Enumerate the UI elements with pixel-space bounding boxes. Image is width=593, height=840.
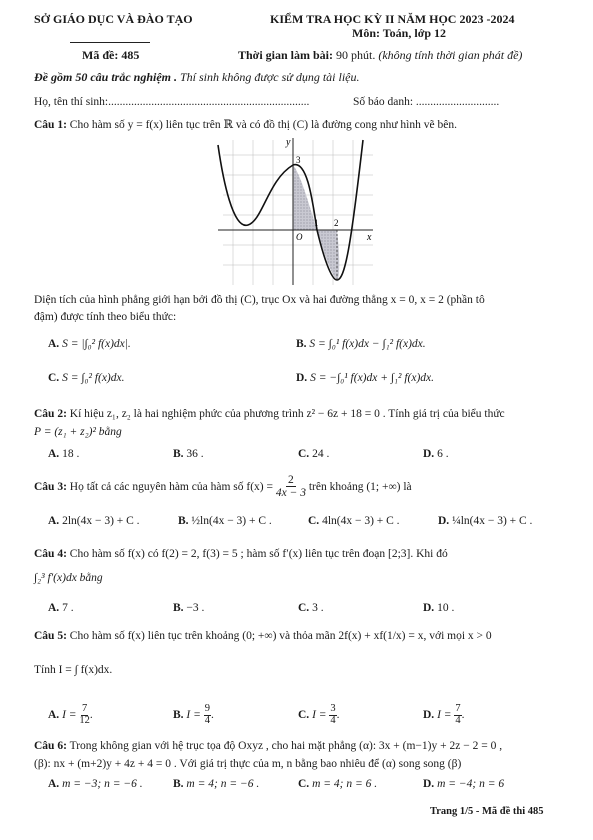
question-2-label: Câu 2: (34, 408, 67, 420)
q4-option-d-text: 10 . (437, 602, 455, 614)
q4-option-c-letter: C. (298, 602, 310, 614)
question-5 (34, 630, 492, 642)
q5-option-a-letter: A. (48, 709, 60, 721)
question-4 (34, 548, 448, 560)
q4-option-a-letter: A. (48, 602, 60, 614)
time-note: (không tính thời gian phát đề) (378, 48, 523, 62)
q6-option-b[interactable] (173, 778, 298, 790)
q5-option-d-letter: D. (423, 709, 435, 721)
q2-option-b-letter: B. (173, 448, 184, 460)
q1-option-c[interactable] (48, 372, 124, 384)
q5-option-d-den: 4 (455, 714, 461, 726)
question-2-text: Kí hiệu z₁, z₂ là hai nghiệm phức của phương trình z² − 6z + 18 = 0 . Tính giá trị của biểu thức (69, 408, 505, 420)
question-6-text-2: (β): nx + (m+2)y + 4z + 4 = 0 . Với giá trị thực của m, n bằng bao nhiêu để (α) song song (β) (34, 758, 462, 770)
q3-option-d[interactable] (438, 515, 568, 527)
q5-option-d[interactable]: D. I = $\frac{7}{4}$ . (423, 703, 465, 726)
q5-option-c[interactable]: C. I = $\frac{3}{4}$ . (298, 703, 340, 726)
q1-option-c-text: S = ∫₀² f(x)dx. (62, 372, 125, 384)
q5-option-c-letter: C. (298, 709, 310, 721)
question-2 (34, 408, 505, 420)
q2-option-c-text: 24 . (312, 448, 330, 460)
q3-option-a[interactable] (48, 515, 178, 527)
question-5-label: Câu 5: (34, 630, 67, 642)
q3-option-a-letter: A. (48, 515, 60, 527)
question-3-text-a: Họ tất cả các nguyên hàm của hàm số f(x) = (69, 480, 273, 493)
q2-option-d-letter: D. (423, 448, 435, 460)
q2-option-c-letter: C. (298, 448, 310, 460)
q1-option-c-letter: C. (48, 372, 60, 384)
question-2-text-2: P = (z₁ + z₂)² bằng (34, 426, 122, 438)
q6-option-d[interactable] (423, 778, 548, 790)
q3-option-d-letter: D. (438, 515, 450, 527)
q6-option-c[interactable] (298, 778, 423, 790)
page-footer: Trang 1/5 - Mã đề thi 485 (430, 806, 544, 817)
time-value: 90 phút. (336, 48, 376, 62)
q2-option-d-text: 6 . (437, 448, 449, 460)
q5-option-c-fraction (329, 704, 336, 726)
q1-option-a[interactable] (48, 338, 131, 350)
q3-option-c-text: 4ln(4x − 3) + C . (322, 515, 400, 527)
q3-options (48, 515, 578, 527)
time-line (238, 48, 522, 63)
question-6-text: Trong không gian với hệ trục tọa độ Oxyz , cho hai mặt phẳng (α): 3x + (m−1)y + 2z − 2 = 0 , (69, 740, 503, 752)
q4-option-c[interactable] (298, 602, 423, 614)
exam-note-bold: Đề gồm 50 câu trắc nghiệm . (34, 70, 177, 84)
q4-option-b-letter: B. (173, 602, 184, 614)
q3-fraction-num: 2 (288, 474, 294, 486)
q5-option-c-num: 3 (330, 703, 336, 714)
q3-fraction (276, 474, 306, 499)
q4-option-a-text: 7 . (62, 602, 74, 614)
q6-options (48, 778, 578, 790)
q2-options (48, 448, 568, 460)
y-axis-label: y (286, 137, 291, 148)
q4-option-d[interactable] (423, 602, 548, 614)
department-name: SỞ GIÁO DỤC VÀ ĐÀO TẠO (34, 12, 193, 26)
question-3-text-b: trên khoảng (1; +∞) là (308, 480, 412, 493)
tick-label-3: 3 (296, 155, 301, 165)
q1-option-d-letter: D. (296, 372, 308, 384)
q1-option-a-letter: A. (48, 338, 60, 350)
q5-option-d-num: 7 (455, 703, 461, 714)
q1-option-b-text: S = ∫₀¹ f(x)dx − ∫₁² f(x)dx. (309, 338, 426, 350)
question-1-label: Câu 1: (34, 119, 67, 131)
q6-option-c-letter: C. (298, 778, 310, 790)
q3-option-c-letter: C. (308, 515, 320, 527)
q5-option-d-fraction (454, 704, 461, 726)
q3-option-b-text: ½ln(4x − 3) + C . (191, 515, 272, 527)
subject-line: Môn: Toán, lớp 12 (352, 26, 447, 40)
q6-option-a[interactable] (48, 778, 173, 790)
q5-options (48, 704, 568, 726)
q6-option-a-letter: A. (48, 778, 60, 790)
question-1 (34, 117, 457, 131)
q5-option-a-den: 12 (79, 714, 90, 726)
question-1-text-2: Diện tích của hình phẳng giới hạn bởi đồ thị (C), trục Ox và hai đường thẳng x = 0, x = 2 (phần tô (34, 294, 485, 306)
question-1-text-3: đậm) được tính theo biểu thức: (34, 311, 177, 323)
q5-option-a-fraction (79, 704, 90, 726)
header-underline (70, 42, 150, 43)
q5-option-b[interactable]: B. I = $\frac{9}{4}$ . (173, 703, 214, 726)
q6-option-d-letter: D. (423, 778, 435, 790)
q3-option-b-letter: B. (178, 515, 189, 527)
candidate-number-line: Số báo danh: ............................. (353, 96, 500, 108)
curve-c (218, 140, 363, 280)
question-5-text: Cho hàm số f(x) liên tục trên khoảng (0; +∞) và thỏa mãn 2f(x) + xf(1/x) = x, với mọi x > 0 (69, 630, 492, 642)
q3-fraction-den: 4x − 3 (275, 487, 306, 500)
q1-option-b[interactable] (296, 338, 426, 350)
q2-option-d[interactable] (423, 448, 548, 460)
time-label: Thời gian làm bài: (238, 48, 333, 62)
q4-option-d-letter: D. (423, 602, 435, 614)
q2-option-b[interactable] (173, 448, 298, 460)
q6-option-c-text: m = 4; n = 6 . (312, 778, 378, 790)
q4-option-b-text: −3 . (186, 602, 205, 614)
q2-option-a-letter: A. (48, 448, 60, 460)
q5-option-c-den: 4 (330, 714, 336, 726)
q2-option-a-text: 18 . (62, 448, 80, 460)
q1-option-d-text: S = −∫₀¹ f(x)dx + ∫₁² f(x)dx. (310, 372, 435, 384)
q1-option-a-text: S = |∫₀² f(x)dx|. (62, 338, 131, 350)
q5-option-b-num: 9 (204, 703, 211, 714)
q4-option-b[interactable] (173, 602, 298, 614)
q4-options (48, 602, 568, 614)
q5-option-a-num: 7 (82, 703, 88, 714)
question-3 (34, 474, 412, 499)
question-6-label: Câu 6: (34, 740, 67, 752)
q6-option-d-text: m = −4; n = 6 (437, 778, 505, 790)
q2-option-b-text: 36 . (186, 448, 204, 460)
q2-option-c[interactable] (298, 448, 423, 460)
q1-option-b-letter: B. (296, 338, 307, 350)
question-3-label: Câu 3: (34, 480, 67, 493)
candidate-name-line: Họ, tên thí sinh:...................................................................... (34, 96, 310, 108)
tick-label-1: 1 (314, 218, 319, 228)
q6-option-b-text: m = 4; n = −6 . (186, 778, 260, 790)
question-6 (34, 740, 502, 752)
question-4-label: Câu 4: (34, 548, 67, 560)
q3-option-b[interactable] (178, 515, 308, 527)
question-4-text-2: ∫₂³ f′(x)dx bằng (34, 572, 103, 584)
tick-label-2: 2 (334, 218, 339, 228)
question-4-text: Cho hàm số f(x) có f(2) = 2, f(3) = 5 ; hàm số f′(x) liên tục trên đoạn [2;3]. Khi đó (69, 548, 448, 560)
q4-option-a[interactable] (48, 602, 173, 614)
q5-option-a[interactable]: A. I = $\frac{7}{12}$ . (48, 703, 93, 726)
q5-option-b-letter: B. (173, 709, 184, 721)
function-graph (213, 135, 378, 287)
q5-option-b-fraction (204, 704, 211, 726)
q4-option-c-text: 3 . (312, 602, 324, 614)
q6-option-b-letter: B. (173, 778, 184, 790)
exam-note (34, 70, 360, 85)
q1-option-d[interactable] (296, 372, 434, 384)
question-1-text: Cho hàm số y = f(x) liên tục trên ℝ và có đồ thị (C) là đường cong như hình vẽ bên. (69, 119, 457, 131)
exam-title: KIỂM TRA HỌC KỲ II NĂM HỌC 2023 -2024 (270, 12, 515, 26)
exam-note-italic: Thí sinh không được sử dụng tài liệu. (180, 70, 360, 84)
q3-option-a-text: 2ln(4x − 3) + C . (62, 515, 140, 527)
q3-option-d-text: ¼ln(4x − 3) + C . (452, 515, 533, 527)
exam-code: Mã đề: 485 (82, 48, 140, 62)
q2-option-a[interactable] (48, 448, 173, 460)
q5-option-b-den: 4 (204, 714, 211, 726)
origin-label: O (296, 232, 303, 242)
question-5-text-2: Tính I = ∫ f(x)dx. (34, 664, 113, 676)
x-axis-label: x (367, 232, 372, 243)
q3-option-c[interactable] (308, 515, 438, 527)
q6-option-a-text: m = −3; n = −6 . (62, 778, 143, 790)
